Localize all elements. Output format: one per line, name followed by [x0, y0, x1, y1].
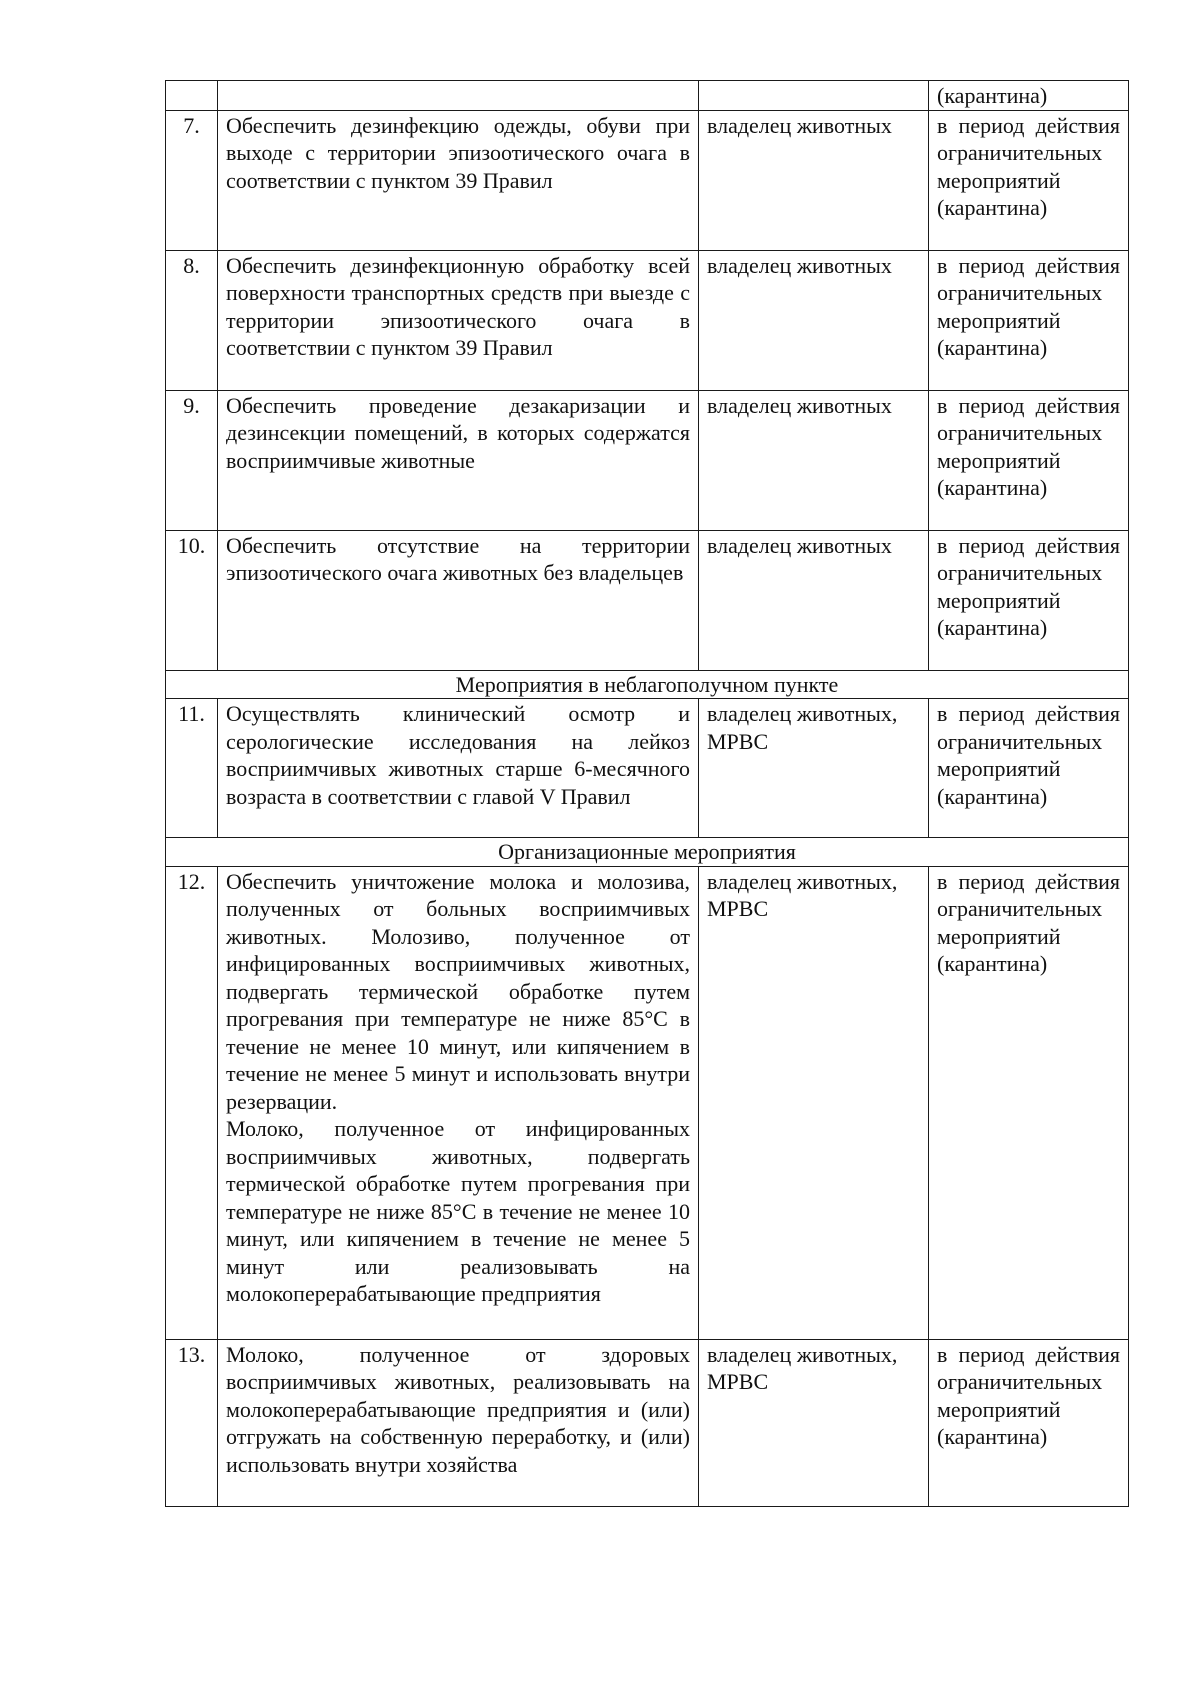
- row-number: 9.: [166, 390, 218, 530]
- responsible-cell: владелец животных: [699, 250, 929, 390]
- responsible-cell: владелец животных: [699, 390, 929, 530]
- term-cell: в период действия ограничительных мероприятий (карантина): [929, 110, 1129, 250]
- table-row: [166, 250, 1129, 390]
- term-cell: в период действия ограничительных мероприятий (карантина): [929, 866, 1129, 1339]
- term-cell: в период действия ограничительных мероприятий (карантина): [929, 1339, 1129, 1506]
- responsible-cell: владелец животных: [699, 530, 929, 670]
- term-cell: в период действия ограничительных мероприятий (карантина): [929, 530, 1129, 670]
- responsible-cell: владелец животных, МРВС: [699, 1339, 929, 1506]
- responsible-cell: владелец животных, МРВС: [699, 866, 929, 1339]
- action-cell: [218, 866, 699, 1339]
- row-number: 8.: [166, 250, 218, 390]
- action-paragraph-2: Молоко, полученное от инфицированных восприимчивых животных, подвергать термической обработке путем прогревания при температуре не ниже 85°C в течение не менее 10 минут, или кипячением в течение не менее 5 минут или реализовывать на молокоперерабатывающие предприятия: [226, 1116, 690, 1306]
- row-number: 11.: [166, 699, 218, 838]
- table-row: [166, 110, 1129, 250]
- term-cell: в период действия ограничительных мероприятий (карантина): [929, 699, 1129, 838]
- action-cell: [218, 81, 699, 111]
- table-row: [166, 530, 1129, 670]
- action-cell: Молоко, полученное от здоровых восприимчивых животных, реализовывать на молокоперерабатывающие предприятия и (или) отгружать на собственную переработку, и (или) использовать внутри хозяйства: [218, 1339, 699, 1506]
- row-number: [166, 81, 218, 111]
- action-cell: Обеспечить дезинфекционную обработку всей поверхности транспортных средств при выезде с территории эпизоотического очага в соответствии с пунктом 39 Правил: [218, 250, 699, 390]
- measures-table: [165, 80, 1129, 1507]
- row-number: 13.: [166, 1339, 218, 1506]
- responsible-cell: владелец животных: [699, 110, 929, 250]
- section-heading: Организационные мероприятия: [166, 838, 1129, 867]
- term-cell: в период действия ограничительных мероприятий (карантина): [929, 390, 1129, 530]
- section-heading: Мероприятия в неблагополучном пункте: [166, 670, 1129, 699]
- action-cell: Обеспечить дезинфекцию одежды, обуви при выходе с территории эпизоотического очага в соответствии с пунктом 39 Правил: [218, 110, 699, 250]
- responsible-cell: владелец животных, МРВС: [699, 699, 929, 838]
- table-row: [166, 81, 1129, 111]
- row-number: 10.: [166, 530, 218, 670]
- responsible-cell: [699, 81, 929, 111]
- action-cell: Обеспечить отсутствие на территории эпизоотического очага животных без владельцев: [218, 530, 699, 670]
- term-cell: (карантина): [929, 81, 1129, 111]
- table-row: [166, 699, 1129, 838]
- row-number: 7.: [166, 110, 218, 250]
- row-number: 12.: [166, 866, 218, 1339]
- section-header-row: [166, 838, 1129, 867]
- table-row: [166, 866, 1129, 1339]
- term-cell: в период действия ограничительных мероприятий (карантина): [929, 250, 1129, 390]
- action-cell: Обеспечить проведение дезакаризации и дезинсекции помещений, в которых содержатся восприимчивые животные: [218, 390, 699, 530]
- action-paragraph-1: Обеспечить уничтожение молока и молозива, полученных от больных восприимчивых животных. Молозиво, полученное от инфицированных восприимчивых животных, подвергать термической обработке путем прогревания при температуре не ниже 85°C в течение не менее 10 минут, или кипячением в течение не менее 5 минут и использовать внутри резервации.: [226, 868, 690, 1114]
- table-row: [166, 1339, 1129, 1506]
- table-row: [166, 390, 1129, 530]
- action-cell: Осуществлять клинический осмотр и серологические исследования на лейкоз восприимчивых животных старше 6-месячного возраста в соответствии с главой V Правил: [218, 699, 699, 838]
- section-header-row: [166, 670, 1129, 699]
